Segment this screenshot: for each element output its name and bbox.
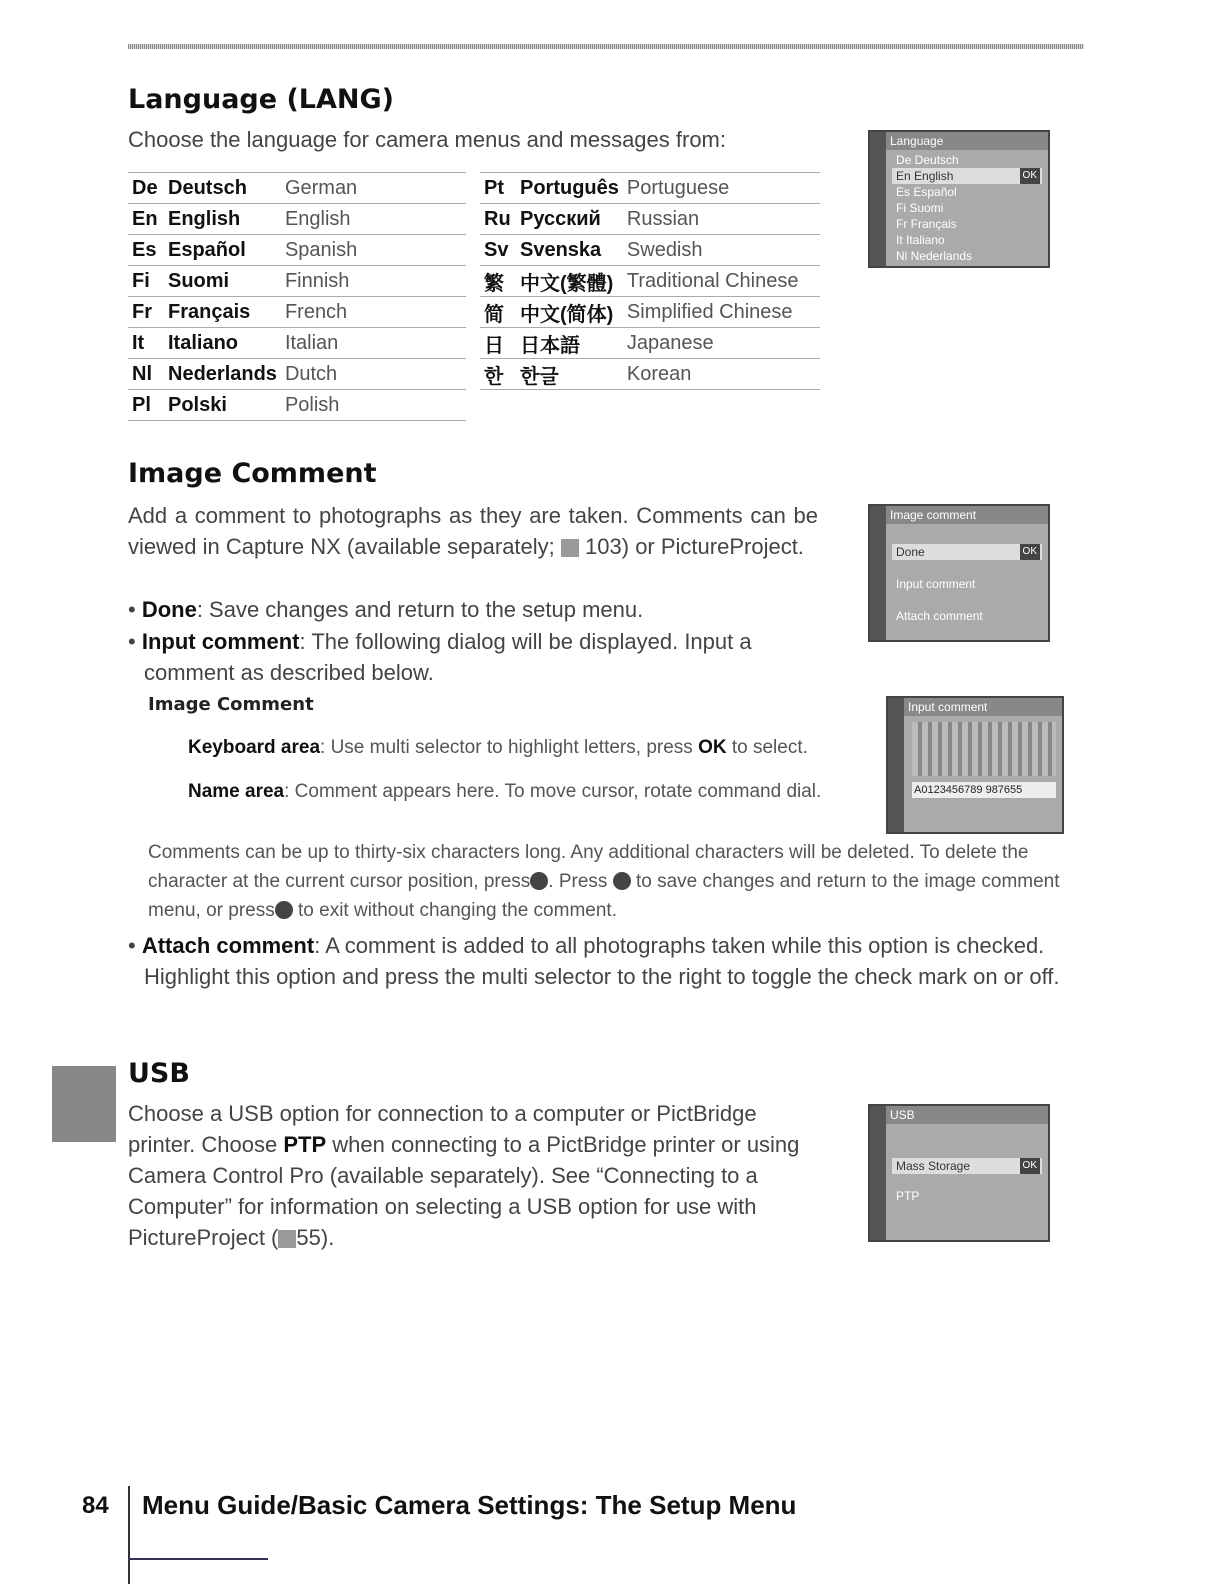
ok-key: OK [698,737,727,758]
ok-badge: OK [1020,1158,1040,1174]
screen-item-input: Input comment [896,577,976,591]
language-code: Pt [480,173,516,204]
input-comment-screen [886,696,1064,834]
usb-text-b: when connecting to a PictBridge printer or using Camera Control Pro (available separately). See “Connecting to a Computer” for information on selecting a USB option for use with PictureProject ( [128,1132,800,1250]
keyboard-area-text-a: : Use multi selector to highlight letters, press [320,737,693,758]
screen-title: USB [886,1106,1048,1124]
limit-text-a: Comments can be up to thirty-six characters long. Any additional characters will be deleted. To delete the character at the current cursor position, press [148,842,1029,892]
language-row [480,173,820,204]
usb-text-a: Choose a USB option for connection to a computer or PictBridge printer. Choose [128,1101,757,1157]
screen-item-ptp: PTP [896,1189,920,1203]
language-heading: Language (LANG) [128,84,394,115]
language-table-right [480,172,820,390]
language-row [128,204,466,235]
screen-item-attach: Attach comment [896,609,983,623]
attach-comment-label: Attach comment [141,933,315,958]
ok-button-icon [613,872,631,890]
language-native-name: Nederlands [164,359,281,390]
language-row [480,297,820,328]
language-english-name: Japanese [623,328,820,359]
language-table-left [128,172,466,421]
screen-title: Image comment [886,506,1048,524]
footer-divider [128,1486,130,1584]
ok-badge: OK [1020,544,1040,560]
done-item: • Done: Save changes and return to the setup menu. [128,597,644,622]
language-row [128,359,466,390]
language-english-name: Finnish [281,266,466,297]
language-english-name: Simplified Chinese [623,297,820,328]
screen-language-item [892,168,1042,184]
language-english-name: Russian [623,204,820,235]
language-english-name: French [281,297,466,328]
usb-text-c: ). [320,1225,335,1250]
keyboard-grid [912,722,1056,776]
usb-heading: USB [128,1058,190,1089]
page-number: 84 [82,1492,109,1519]
language-row [480,266,820,297]
language-code: Nl [128,359,164,390]
image-comment-box-title: Image Comment [148,694,314,715]
ok-badge: OK [1020,168,1040,184]
language-native-name: Français [164,297,281,328]
keyboard-area-text-b: to select. [731,737,808,758]
screen-language-item [892,216,1042,232]
language-row [128,328,466,359]
language-native-name: Italiano [164,328,281,359]
language-native-name: 日本語 [516,328,623,359]
screen-language-label: De Deutsch [896,153,959,167]
page-reference-icon [561,539,579,557]
screen-language-label: Fi Suomi [896,201,944,215]
language-native-name: Deutsch [164,173,281,204]
input-comment-text: : The following dialog will be displayed. Input a comment as described below. [144,629,752,685]
language-native-name: English [164,204,281,235]
top-rule [128,44,1084,49]
comment-limit-note [148,838,1078,925]
language-code: De [128,173,164,204]
language-english-name: Portuguese [623,173,820,204]
image-comment-heading: Image Comment [128,458,377,489]
screen-language-label: Es Español [896,185,957,199]
screen-language-item [892,232,1042,248]
language-native-name: Svenska [516,235,623,266]
footer-underline [128,1558,268,1560]
language-row [128,235,466,266]
delete-button-icon [530,872,548,890]
language-code: 繁 [480,266,516,297]
language-code: Fi [128,266,164,297]
language-row [480,235,820,266]
limit-text-d: to exit without changing the comment. [298,900,617,921]
language-english-name: English [281,204,466,235]
usb-menu-screen [868,1104,1050,1242]
intro-part-b: ) or PictureProject. [621,534,804,559]
language-code: 简 [480,297,516,328]
language-code: Fr [128,297,164,328]
done-text: : Save changes and return to the setup menu. [196,597,644,622]
language-code: Es [128,235,164,266]
language-row [480,328,820,359]
language-native-name: Polski [164,390,281,421]
language-menu-screen [868,130,1050,268]
limit-text-c: to save changes and return to the image comment menu, or press [148,871,1060,921]
language-code: Pl [128,390,164,421]
language-native-name: 中文(繁體) [516,266,623,297]
language-code: It [128,328,164,359]
screen-item-mass-storage: Mass Storage [896,1159,971,1173]
language-english-name: Traditional Chinese [623,266,820,297]
name-area-field: A0123456789 987655 [912,782,1056,798]
keyboard-area-note [188,734,858,761]
intro-part-a: Add a comment to photographs as they are taken. Comments can be viewed in Capture NX (available separately; [128,503,818,559]
page-reference-icon [278,1230,296,1248]
language-native-name: 中文(简体) [516,297,623,328]
screen-language-label: Fr Français [896,217,957,231]
image-comment-menu-screen [868,504,1050,642]
language-native-name: 한글 [516,359,623,390]
language-english-name: Korean [623,359,820,390]
attach-comment-text: : A comment is added to all photographs taken while this option is checked. Highlight this option and press the multi selector to the right to toggle the check mark on or off. [144,933,1060,989]
intro-ref: 103 [585,534,622,559]
language-code: Ru [480,204,516,235]
language-code: En [128,204,164,235]
language-intro: Choose the language for camera menus and messages from: [128,127,726,152]
ptp-label: PTP [283,1132,327,1157]
screen-language-item [892,184,1042,200]
language-row [128,266,466,297]
language-english-name: German [281,173,466,204]
language-row [128,390,466,421]
language-code: 日 [480,328,516,359]
language-english-name: Spanish [281,235,466,266]
attach-comment-item: • Attach comment: A comment is added to all photographs taken while this option is checked. Highlight this option and press the multi selector to the right to toggle the check mark on or off. [128,933,1060,989]
language-native-name: Русский [516,204,623,235]
language-row [128,297,466,328]
language-native-name: Suomi [164,266,281,297]
screen-language-label: En English [896,169,954,183]
screen-language-label: Nl Nederlands [896,249,973,263]
language-english-name: Polish [281,390,466,421]
language-row [128,173,466,204]
usb-paragraph [128,1098,818,1253]
done-label: Done [141,597,197,622]
input-comment-label: Input comment [141,629,300,654]
language-english-name: Italian [281,328,466,359]
input-comment-item: • Input comment: The following dialog will be displayed. Input a comment as described below. [128,629,752,685]
language-native-name: Español [164,235,281,266]
limit-text-b: . Press [548,871,608,892]
screen-language-item [892,200,1042,216]
usb-ref: 55 [296,1225,321,1250]
language-code: Sv [480,235,516,266]
name-area-note [188,778,858,805]
screen-title: Language [886,132,1048,150]
screen-title: Input comment [904,698,1062,716]
language-english-name: Dutch [281,359,466,390]
footer-title: Menu Guide/Basic Camera Settings: The Setup Menu [142,1490,797,1520]
screen-item-done: Done [896,545,925,559]
language-row [480,204,820,235]
menu-button-icon [275,901,293,919]
name-area-label: Name area [188,781,285,802]
image-comment-intro [128,500,818,562]
language-native-name: Português [516,173,623,204]
name-area-text: : Comment appears here. To move cursor, rotate command dial. [284,781,822,802]
keyboard-area-label: Keyboard area [188,737,321,758]
usb-section-tab-icon [52,1066,116,1142]
language-code: 한 [480,359,516,390]
screen-language-item [892,152,1042,168]
language-row [480,359,820,390]
screen-language-item [892,248,1042,264]
screen-language-label: It Italiano [896,233,945,247]
language-english-name: Swedish [623,235,820,266]
